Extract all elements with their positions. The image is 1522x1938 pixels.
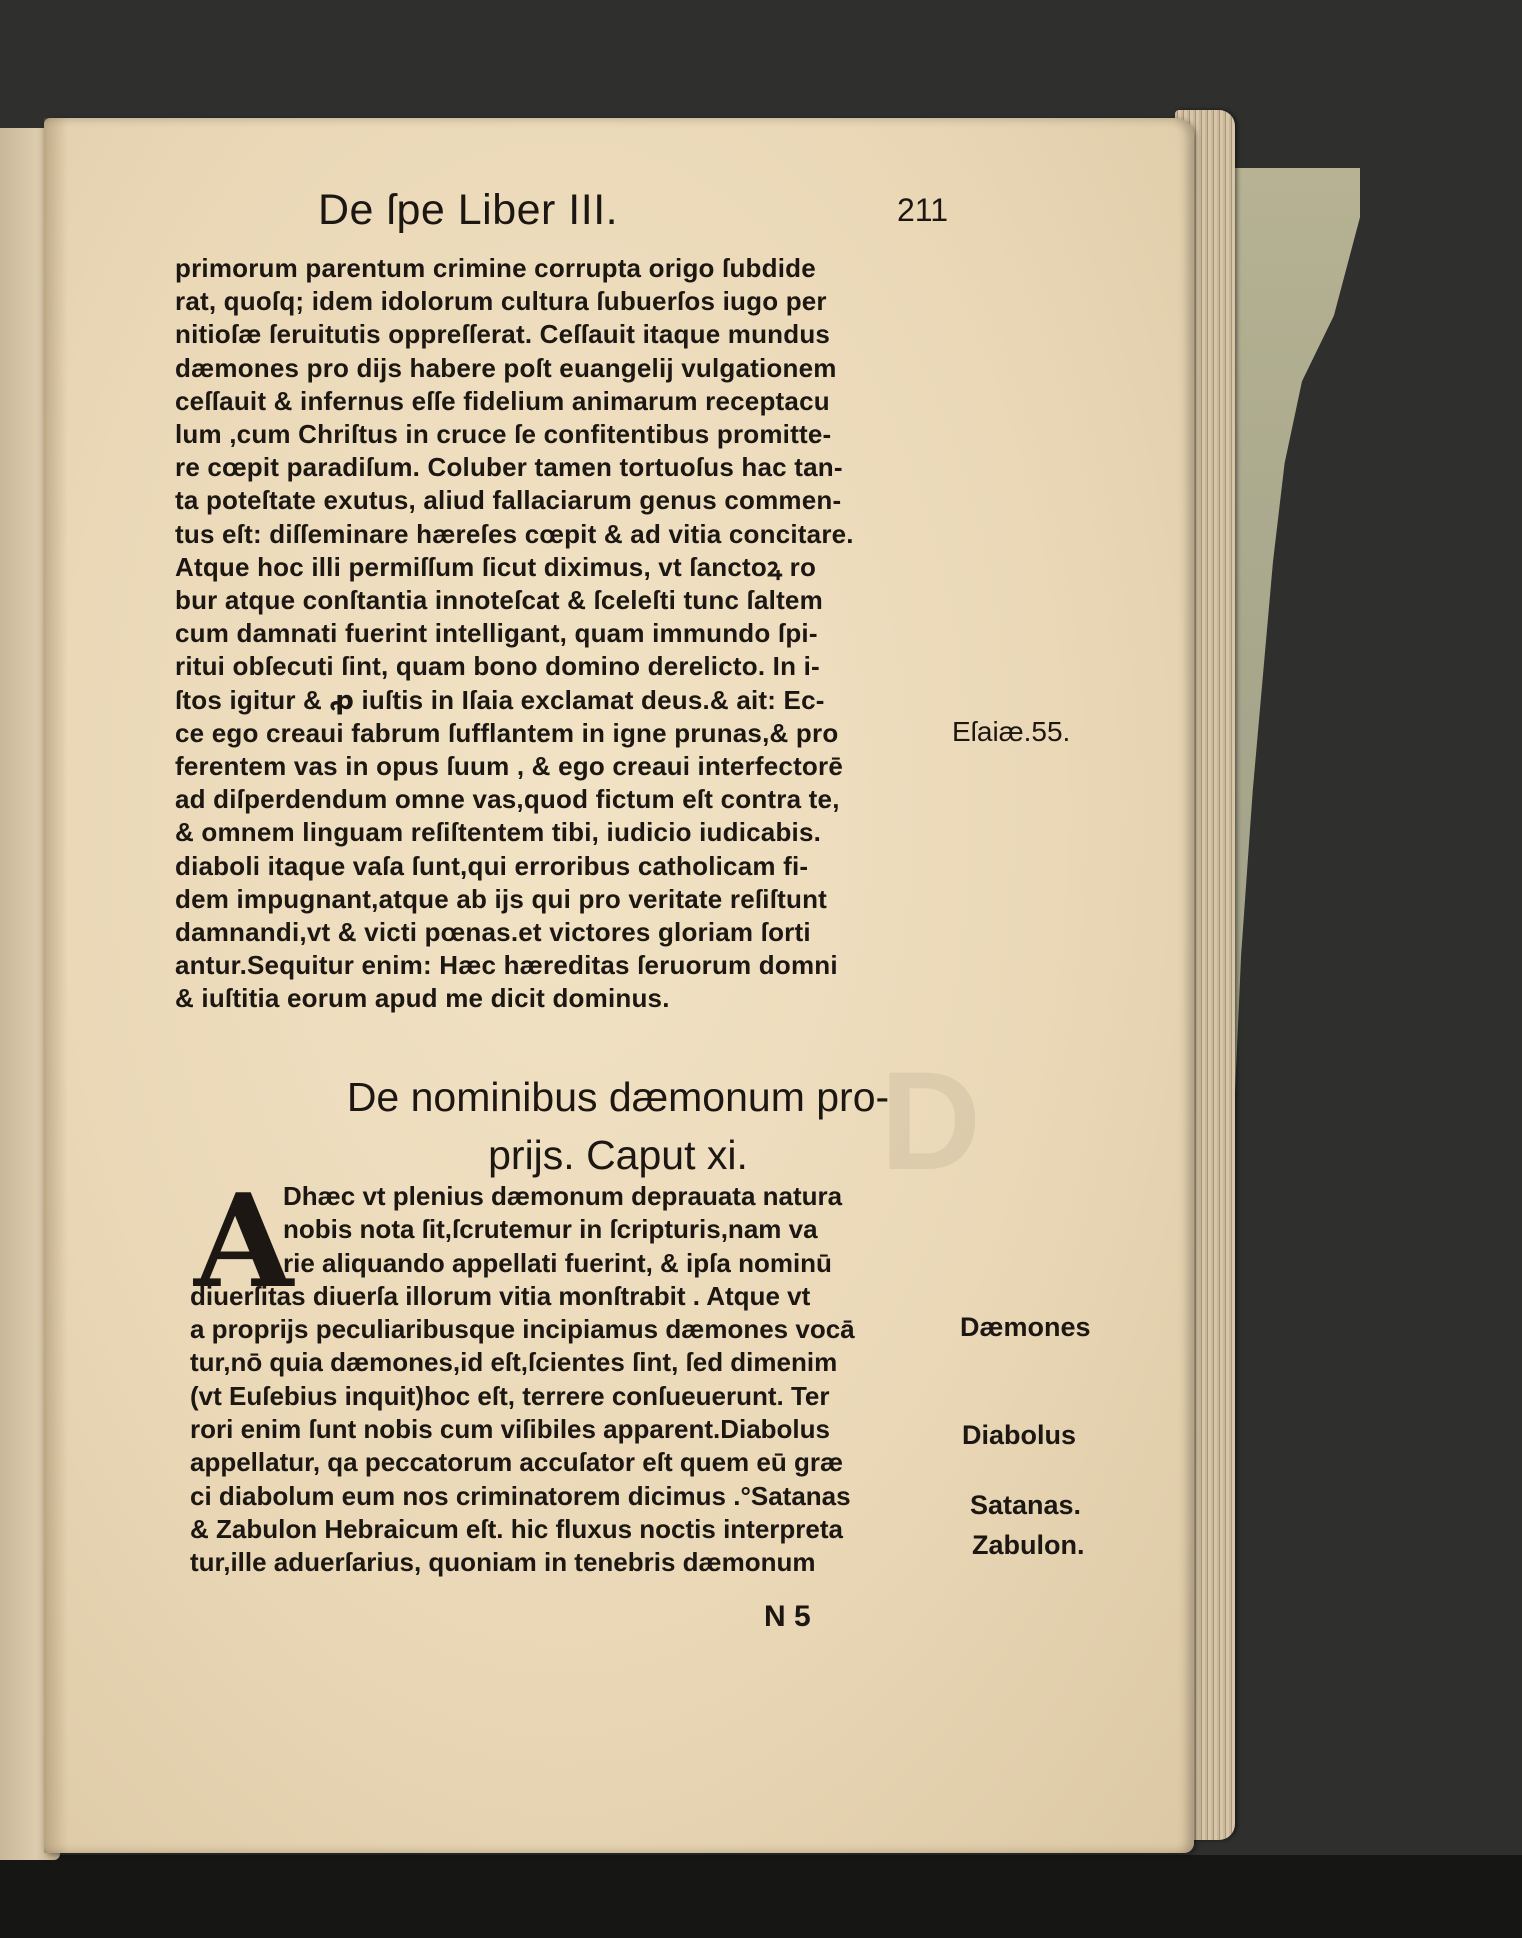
text-line: Dhæc vt plenius dæmonum deprauata natura [283, 1181, 843, 1211]
text-line: dem impugnant,atque ab ijs qui pro veritate reſiſtunt [175, 883, 828, 914]
text-line: rat, quoſq; idem idolorum cultura ſubuerſos iugo per [175, 286, 827, 317]
chapter-heading-line: De nominibus dæmonum pro- [346, 1074, 890, 1120]
text-line: tur,ille aduerſarius, quoniam in tenebris dæmonum [190, 1547, 816, 1578]
text-line: cum damnati fuerint intelligant, quam immundo ſpi- [175, 618, 818, 649]
text-line: (vt Euſebius inquit)hoc eſt, terrere conſueuerunt. Ter [190, 1380, 830, 1411]
chapter-paragraph [190, 1167, 955, 1580]
text-line: ci diabolum eum nos criminatorem dicimus .°Satanas [190, 1480, 851, 1511]
chapter-heading-line: prijs. Caput xi. [488, 1132, 748, 1178]
running-title: De ſpe Liber III. [318, 186, 619, 234]
text-line: antur.Sequitur enim: Hæc hæreditas ſeruorum domni [175, 950, 838, 981]
text-line: tur,nō quia dæmones,id eſt,ſcientes ſint, ſed dimenim [190, 1347, 838, 1378]
text-line: ſtos igitur & ꝓ iuſtis in Iſaia exclamat deus.& ait: Ec- [175, 684, 825, 715]
chapter-heading [248, 1068, 988, 1184]
text-line: rie aliquando appellati fuerint, & ipſa nominū [283, 1247, 832, 1278]
marginal-note-satanas: Satanas. [970, 1490, 1082, 1520]
flyleaf-page [1215, 168, 1360, 1808]
running-head [318, 186, 948, 246]
text-line: bur atque conſtantia innoteſcat & ſceleſti tunc ſaltem [175, 585, 823, 616]
text-line: diaboli itaque vaſa ſunt,qui erroribus catholicam fi- [175, 850, 809, 881]
text-line: ad diſperdendum omne vas,quod fictum eſt contra te, [175, 784, 840, 815]
text-line: rori enim ſunt nobis cum viſibiles apparent.Diabolus [190, 1414, 830, 1445]
text-line: tus eſt: diſſeminare hæreſes cœpit & ad vitia concitare. [175, 518, 854, 549]
text-line: a proprijs peculiaribusque incipiamus dæmones vocā [190, 1314, 855, 1345]
text-line: & Zabulon Hebraicum eſt. hic fluxus noctis interpreta [190, 1513, 843, 1544]
showthrough-initial: D [880, 1042, 982, 1199]
background-dark-band [0, 1855, 1522, 1938]
text-line: ceſſauit & infernus eſſe fidelium animarum receptacu [175, 385, 830, 416]
drop-cap: A [194, 1167, 294, 1317]
text-line: ce ego creaui fabrum ſufflantem in igne prunas,& pro [175, 717, 839, 748]
text-line: nitioſæ ſeruitutis oppreſſerat. Ceſſauit itaque mundus [175, 319, 831, 350]
marginal-note-diabolus: Diabolus [962, 1420, 1077, 1450]
marginal-note-zabulon: Zabulon. [972, 1530, 1085, 1560]
text-line: nobis nota ſit,ſcrutemur in ſcripturis,nam va [283, 1214, 818, 1245]
text-line: diuerſitas diuerſa illorum vitia monſtrabit . Atque vt [190, 1280, 811, 1311]
body-paragraph [175, 252, 950, 1016]
text-line: appellatur, qa peccatorum accuſator eſt quem eū græ [190, 1447, 844, 1478]
text-line: ferentem vas in opus ſuum , & ego creaui interfectorē [175, 751, 843, 782]
text-line: re cœpit paradiſum. Coluber tamen tortuoſus hac tan- [175, 452, 843, 483]
text-line: & omnem linguam reſiſtentem tibi, iudicio iudicabis. [175, 817, 822, 848]
signature-mark: N 5 [764, 1600, 811, 1633]
text-line: ritui obſecuti ſint, quam bono domino derelicto. In i- [175, 651, 820, 682]
text-line: & iuſtitia eorum apud me dicit dominus. [175, 983, 670, 1014]
text-line: lum ,cum Chriſtus in cruce ſe confitentibus promitte- [175, 419, 832, 450]
text-line: primorum parentum crimine corrupta origo ſubdide [175, 253, 816, 283]
text-line: dæmones pro dijs habere poſt euangelij vulgationem [175, 352, 837, 383]
text-line: damnandi,vt & victi pœnas.et victores gloriam ſorti [175, 917, 811, 948]
text-line: Atque hoc illi permiſſum ſicut diximus, vt ſanctoꝝ ro [175, 551, 817, 582]
page-gutter-shadow [44, 118, 68, 1853]
text-line: ta poteſtate exutus, aliud fallaciarum genus commen- [175, 485, 842, 516]
marginal-note-daemones: Dæmones [960, 1312, 1091, 1342]
folio-number: 211 [896, 192, 948, 228]
marginal-note-esaiae: Eſaiæ.55. [952, 716, 1071, 747]
